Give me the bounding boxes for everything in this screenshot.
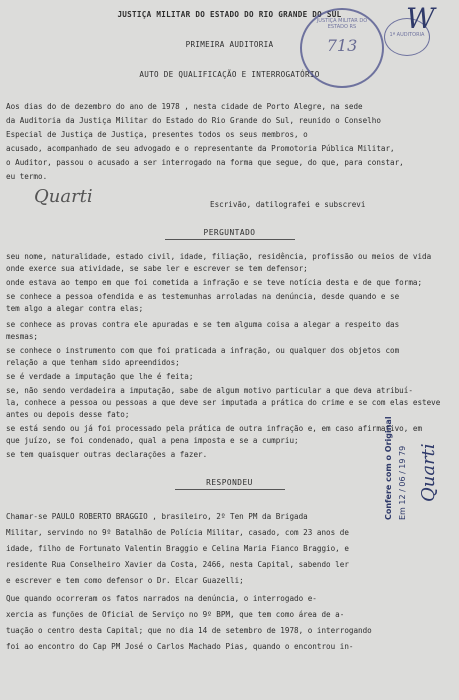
answer-line: tuação o centro desta Capital; que no dia 14 de setembro de 1978, o interrogando bbox=[6, 626, 372, 635]
margin-certification-date: Em 12 / 06 / 19 79 bbox=[398, 445, 407, 520]
answer-line: idade, filho de Fortunato Valentin Braggio e Celina Maria Fianco Braggio, e bbox=[6, 544, 349, 553]
opening-line: da Auditoria da Justiça Militar do Estado do Rio Grande do Sul, reunido o Conselho bbox=[6, 116, 381, 125]
answer-line: xercia as funções de Oficial de Serviço no 9º BPM, que tem como área de a- bbox=[6, 610, 345, 619]
act-title: AUTO DE QUALIFICAÇÃO E INTERROGATÓRIO bbox=[139, 70, 320, 79]
question-line: relação a que tenham sido apreendidos; bbox=[6, 358, 180, 367]
questions-title-underline bbox=[165, 239, 295, 240]
opening-line: o Auditor, passou o acusado a ser interrogado na forma que segue, do que, para constar, bbox=[6, 158, 404, 167]
question-line: se tem quaisquer outras declarações a fazer. bbox=[6, 450, 208, 459]
question-line: onde estava ao tempo em que foi cometida a infração e se teve notícia desta e de que forma; bbox=[6, 278, 423, 287]
answer-line: foi ao encontro do Cap PM José o Carlos Machado Pias, quando o encontrou in- bbox=[6, 642, 354, 651]
opening-line: eu termo. bbox=[6, 172, 48, 181]
answer-line: e escrever e tem como defensor o Dr. Elcar Guazelli; bbox=[6, 576, 244, 585]
auditoria-stamp-text: 1ª AUDITORIA bbox=[389, 32, 425, 38]
clerk-signature: Quarti bbox=[34, 186, 93, 207]
answer-line: residente Rua Conselheiro Xavier da Costa, 2466, nesta Capital, sabendo ler bbox=[6, 560, 349, 569]
question-line: se é verdade a imputação que lhe é feita; bbox=[6, 372, 194, 381]
opening-line: acusado, acompanhado de seu advogado e o representante da Promotoria Pública Militar, bbox=[6, 144, 395, 153]
court-header: JUSTIÇA MILITAR DO ESTADO DO RIO GRANDE DO SUL bbox=[117, 10, 342, 19]
opening-line: Especial de Justiça de Justiça, presentes todos os seus membros, o bbox=[6, 130, 308, 139]
question-line: seu nome, naturalidade, estado civil, idade, filiação, residência, profissão ou meios de vida bbox=[6, 252, 432, 261]
margin-signature: Quarti bbox=[418, 443, 439, 502]
margin-certification-text: Confere com o Original bbox=[384, 416, 393, 520]
answers-title: RESPONDEU bbox=[206, 478, 253, 487]
corner-initials-signature: W bbox=[406, 2, 435, 35]
question-line: se conhece a pessoa ofendida e as testemunhas arroladas na denúncia, desde quando e se bbox=[6, 292, 400, 301]
question-line: se está sendo ou já foi processado pela prática de outra infração e, em caso afirmativo, em bbox=[6, 424, 423, 433]
question-line: se, não sendo verdadeira a imputação, sabe de algum motivo particular a que deva atribuí- bbox=[6, 386, 413, 395]
clerk-line: Escrivão, datilografei e subscrevi bbox=[210, 200, 366, 209]
opening-line: Aos dias do de dezembro do ano de 1978 , nesta cidade de Porto Alegre, na sede bbox=[6, 102, 363, 111]
answer-line: Chamar-se PAULO ROBERTO BRAGGIO , brasileiro, 2º Ten PM da Brigada bbox=[6, 512, 308, 521]
question-line: se conhece as provas contra ele apuradas e se tem alguma coisa a alegar a respeito das bbox=[6, 320, 400, 329]
question-line: mesmas; bbox=[6, 332, 39, 341]
seal-ring-text: JUSTIÇA MILITAR DO ESTADO RS bbox=[316, 18, 368, 30]
question-line: se conhece o instrumento com que foi praticada a infração, ou qualquer dos objetos com bbox=[6, 346, 400, 355]
division-title: PRIMEIRA AUDITORIA bbox=[185, 40, 274, 49]
question-line: la, conhece a pessoa ou pessoas a que deve ser imputada a prática do crime e se com elas esteve bbox=[6, 398, 441, 407]
question-line: que juízo, se foi condenado, qual a pena imposta e se a cumpriu; bbox=[6, 436, 299, 445]
court-seal-stamp bbox=[300, 8, 384, 88]
questions-title: PERGUNTADO bbox=[203, 228, 256, 237]
answers-title-underline bbox=[175, 489, 285, 490]
answer-line: Militar, servindo no 9º Batalhão de Polícia Militar, casado, com 23 anos de bbox=[6, 528, 349, 537]
answer-line: Que quando ocorreram os fatos narrados na denúncia, o interrogado e- bbox=[6, 594, 317, 603]
question-line: tem algo a alegar contra elas; bbox=[6, 304, 144, 313]
question-line: antes ou depois desse fato; bbox=[6, 410, 130, 419]
question-line: onde exerce sua atividade, se sabe ler e escrever se tem defensor; bbox=[6, 264, 308, 273]
seal-page-number: 713 bbox=[326, 36, 358, 55]
